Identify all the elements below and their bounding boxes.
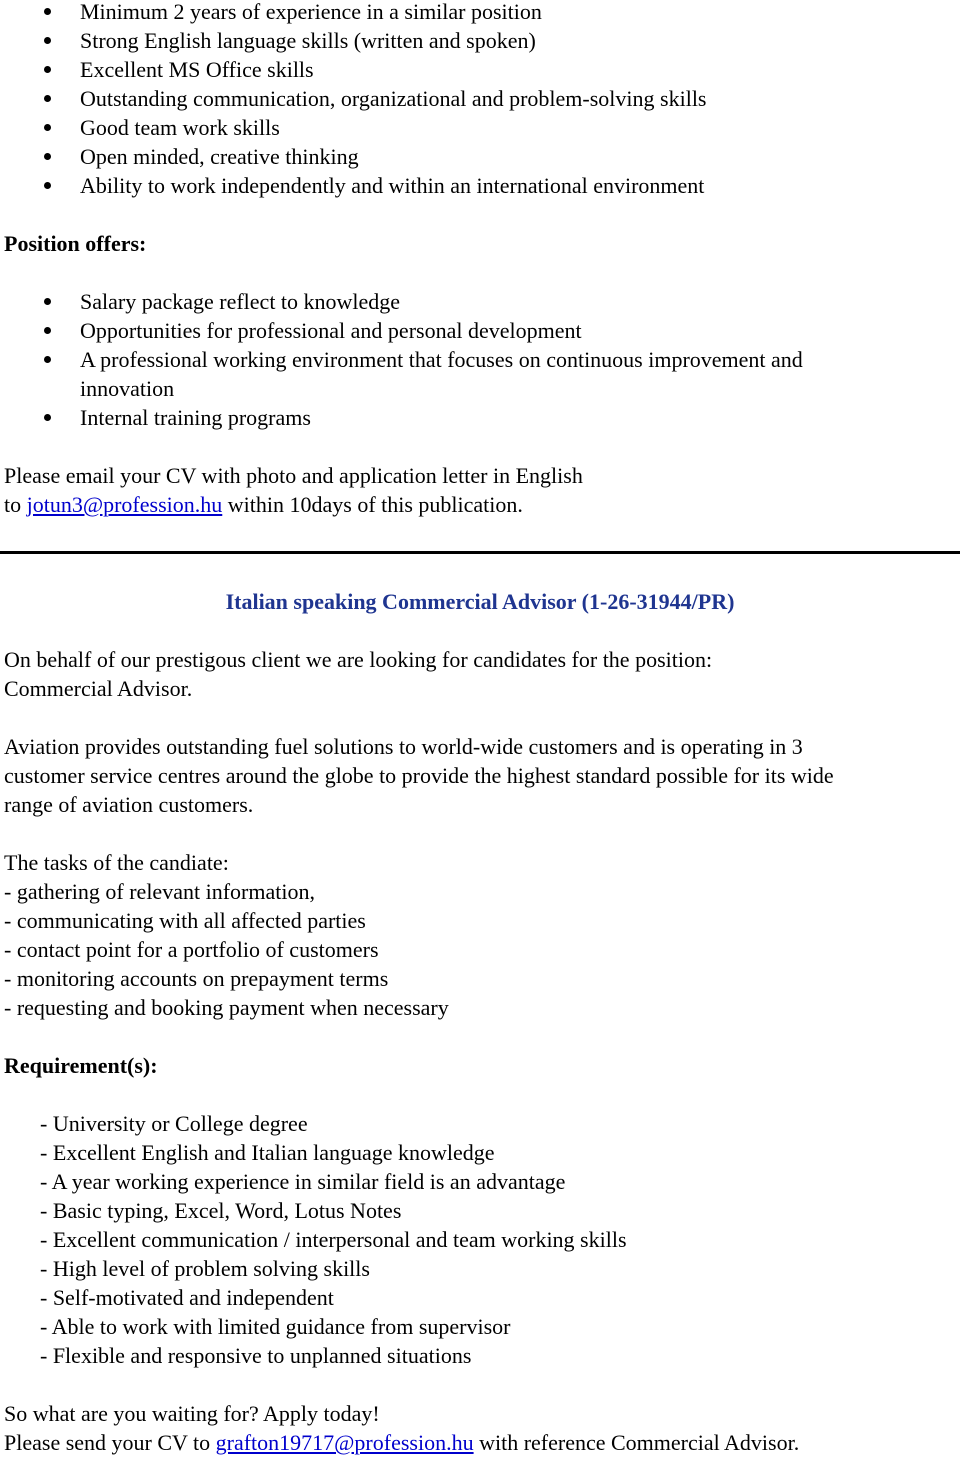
list-item: Outstanding communication, organizational and problem-solving skills bbox=[80, 86, 707, 111]
bullet-icon bbox=[44, 298, 51, 305]
bullet-icon bbox=[44, 95, 51, 102]
list-item: - Excellent communication / interpersonal and team working skills bbox=[40, 1227, 627, 1252]
bullet-icon bbox=[44, 356, 51, 363]
send-prefix: Please send your CV to bbox=[4, 1430, 216, 1455]
list-item: - University or College degree bbox=[40, 1111, 308, 1136]
offers-heading: Position offers: bbox=[4, 231, 147, 256]
list-item: - gathering of relevant information, bbox=[4, 879, 315, 904]
requirements-heading: Requirement(s): bbox=[4, 1053, 158, 1078]
closing-text: So what are you waiting for? Apply today! bbox=[4, 1401, 380, 1426]
bullet-icon bbox=[44, 414, 51, 421]
list-item: - High level of problem solving skills bbox=[40, 1256, 370, 1281]
list-item: Good team work skills bbox=[80, 115, 280, 140]
company-description: Aviation provides outstanding fuel solutions to world-wide customers and is operating in 3 bbox=[4, 734, 803, 759]
list-item: - communicating with all affected parties bbox=[4, 908, 366, 933]
list-item: Strong English language skills (written and spoken) bbox=[80, 28, 536, 53]
bullet-icon bbox=[44, 182, 51, 189]
tasks-heading: The tasks of the candiate: bbox=[4, 850, 229, 875]
apply-instructions-line2 bbox=[4, 490, 523, 519]
apply-instructions: Please email your CV with photo and application letter in English bbox=[4, 463, 583, 488]
list-item: Internal training programs bbox=[80, 405, 311, 430]
divider bbox=[0, 551, 960, 554]
email-link[interactable]: jotun3@profession.hu bbox=[26, 492, 223, 517]
bullet-icon bbox=[44, 37, 51, 44]
bullet-icon bbox=[44, 8, 51, 15]
list-item: - A year working experience in similar field is an advantage bbox=[40, 1169, 566, 1194]
list-item: - Basic typing, Excel, Word, Lotus Notes bbox=[40, 1198, 402, 1223]
job-title: Italian speaking Commercial Advisor (1-26-31944/PR) bbox=[225, 589, 735, 614]
list-item: Opportunities for professional and personal development bbox=[80, 318, 582, 343]
company-description: customer service centres around the globe to provide the highest standard possible for its wide bbox=[4, 763, 834, 788]
list-item: A professional working environment that focuses on continuous improvement and bbox=[80, 347, 803, 372]
apply-suffix: within 10days of this publication. bbox=[222, 492, 523, 517]
list-item: - Self-motivated and independent bbox=[40, 1285, 334, 1310]
list-item: - contact point for a portfolio of customers bbox=[4, 937, 379, 962]
bullet-icon bbox=[44, 66, 51, 73]
list-item: Salary package reflect to knowledge bbox=[80, 289, 401, 314]
bullet-icon bbox=[44, 153, 51, 160]
list-item: - Able to work with limited guidance from supervisor bbox=[40, 1314, 511, 1339]
bullet-icon bbox=[44, 327, 51, 334]
intro-text: On behalf of our prestigous client we are looking for candidates for the position: bbox=[4, 647, 713, 672]
intro-text: Commercial Advisor. bbox=[4, 676, 193, 701]
list-item-continuation: innovation bbox=[80, 376, 175, 401]
email-link[interactable]: grafton19717@profession.hu bbox=[215, 1430, 474, 1455]
list-item: Ability to work independently and within an international environment bbox=[80, 173, 705, 198]
apply-prefix: to bbox=[4, 492, 27, 517]
bullet-icon bbox=[44, 124, 51, 131]
company-description: range of aviation customers. bbox=[4, 792, 254, 817]
list-item: Minimum 2 years of experience in a similar position bbox=[80, 0, 542, 24]
list-item: - Excellent English and Italian language knowledge bbox=[40, 1140, 495, 1165]
list-item: Open minded, creative thinking bbox=[80, 144, 359, 169]
send-cv-line bbox=[4, 1428, 799, 1457]
list-item: Excellent MS Office skills bbox=[80, 57, 314, 82]
list-item: - requesting and booking payment when necessary bbox=[4, 995, 449, 1020]
list-item: - monitoring accounts on prepayment terms bbox=[4, 966, 389, 991]
send-suffix: with reference Commercial Advisor. bbox=[473, 1430, 800, 1455]
list-item: - Flexible and responsive to unplanned situations bbox=[40, 1343, 472, 1368]
